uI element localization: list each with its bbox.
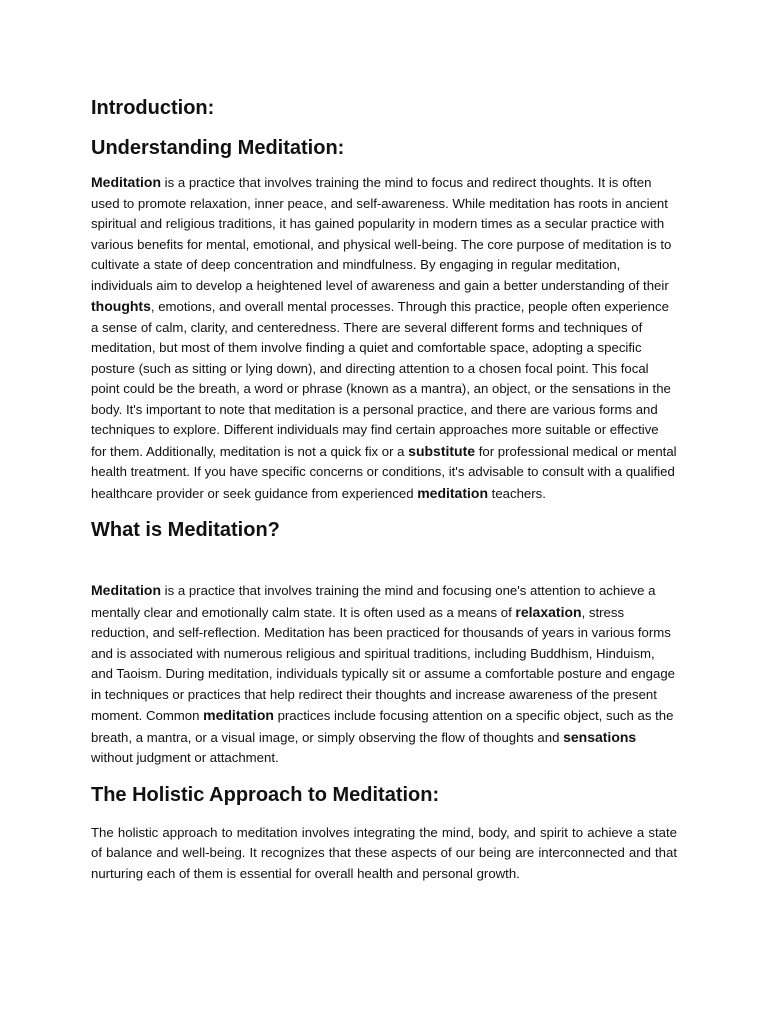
text-run: for professional medical or mental health treatment. If you have specific concerns or conditions, it's advisable to consult with a qualified healthcare provider or seek guidance from experienced	[91, 443, 677, 501]
text-run: teachers.	[488, 485, 546, 501]
text-run: , emotions, and overall mental processes. Through this practice, people often experience a sense of calm, clarity, and centeredness. There are several different forms and techniques of meditation, but most of them involve finding a quiet and comfortable space, adopting a specific posture (such as sitting or lying down), and directing attention to a chosen focal point. This focal point could be the breath, a word or phrase (known as a mantra), an object, or the sensations in the body. It's important to note that meditation is a personal practice, and there are various forms and techniques to explore. Different individuals may find certain approaches more suitable or effective for them. Additionally, meditation is not a quick fix or a	[91, 299, 671, 459]
text-run: without judgment or attachment.	[91, 750, 279, 765]
bold-term-sensations: sensations	[563, 728, 637, 745]
paragraph-holistic-approach: The holistic approach to meditation involves integrating the mind, body, and spirit to achieve a state of balance and well-being. It recognizes that these aspects of our being are interconnected and that nurturing each of them is essential for overall health and personal growth.	[91, 824, 677, 881]
heading-what-is-meditation: What is Meditation?	[91, 519, 280, 541]
paragraph-what-is-meditation	[91, 580, 677, 769]
paragraph-understanding-meditation	[91, 172, 677, 504]
bold-term-meditation: meditation	[417, 484, 488, 501]
heading-introduction: Introduction:	[91, 97, 215, 119]
bold-term-meditation: Meditation	[91, 174, 161, 190]
bold-term-meditation: Meditation	[91, 582, 161, 598]
bold-term-thoughts: thoughts	[91, 298, 151, 314]
text-run: is a practice that involves training the mind to focus and redirect thoughts. It is often used to promote relaxation, inner peace, and self-awareness. While meditation has roots in ancient spiritual and religious traditions, it has gained popularity in modern times as a secular practice with various benefits for mental, emotional, and physical well-being. The core purpose of meditation is to cultivate a state of deep concentration and mindfulness. By engaging in regular meditation, individuals aim to develop a heightened level of awareness and gain a better understanding of their	[91, 175, 672, 293]
bold-term-substitute: substitute	[408, 442, 476, 459]
text-run: is a practice that involves training the mind and focusing one's attention to achieve a mentally clear and emotionally calm state. It is often used as a means of	[91, 583, 656, 620]
bold-term-relaxation: relaxation	[515, 603, 582, 620]
heading-holistic-approach: The Holistic Approach to Meditation:	[91, 783, 440, 806]
heading-understanding-meditation: Understanding Meditation:	[91, 137, 345, 159]
text-run: , stress reduction, and self-reflection. Meditation has been practiced for thousands of years in various forms and is associated with numerous religious and spiritual traditions, including Buddhism, Hinduism, and Taoism. During meditation, individuals typically sit or assume a comfortable posture and engage in techniques or practices that help redirect their thoughts and increase awareness of the present moment. Common	[91, 604, 675, 723]
document-page	[91, 94, 677, 884]
bold-term-meditation: meditation	[203, 707, 274, 723]
text-run: practices include focusing attention on a specific object, such as the breath, a mantra, or a visual image, or simply observing the flow of thoughts and	[91, 708, 674, 745]
